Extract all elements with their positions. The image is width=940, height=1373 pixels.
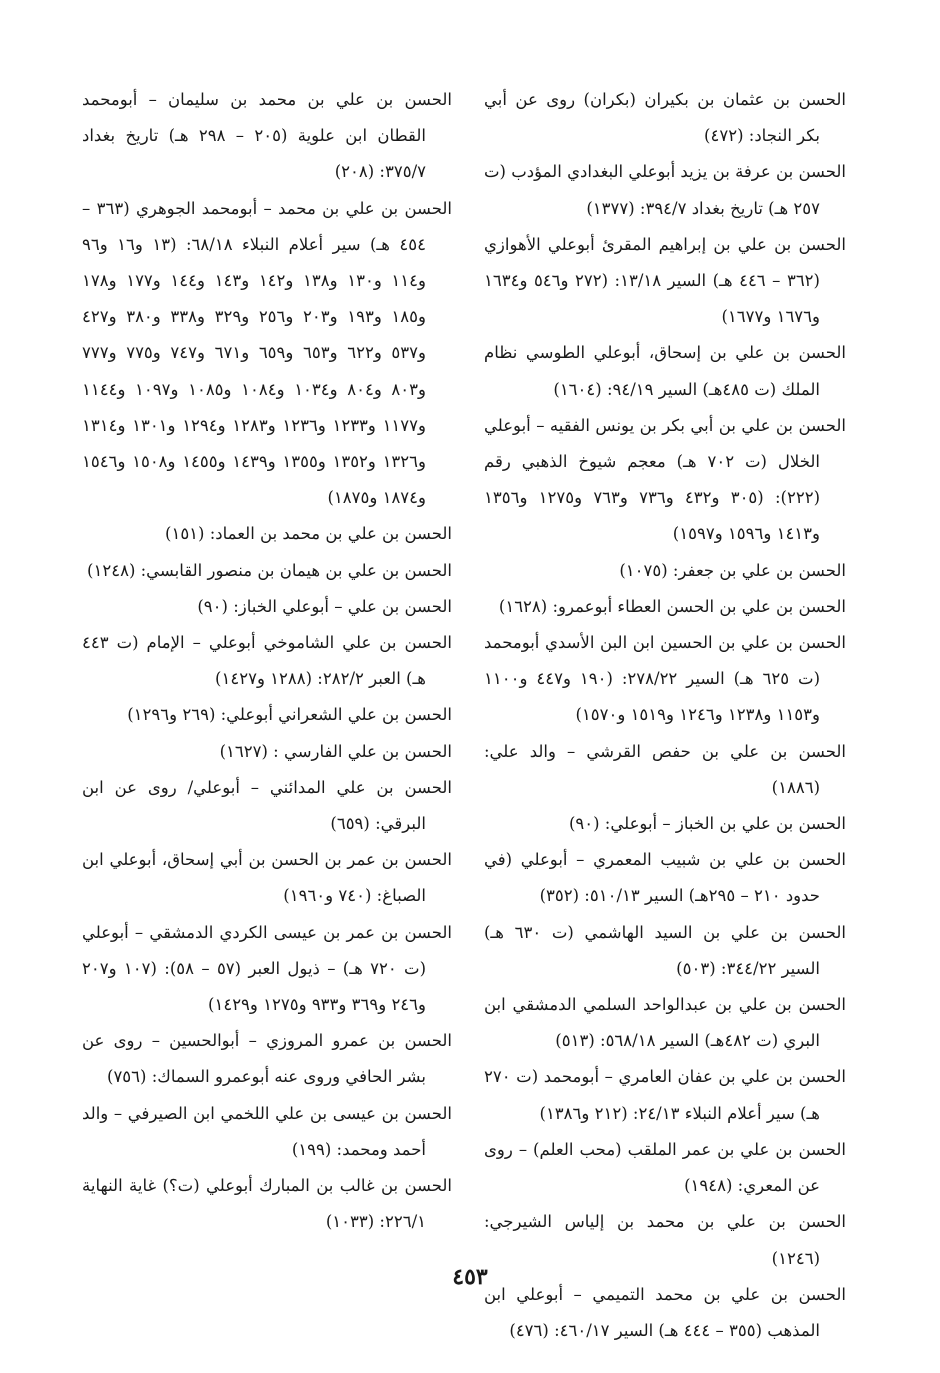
page-number: ٤٥٣ xyxy=(452,1264,488,1290)
index-entry: الحسن بن علي بن شبيب المعمري – أبوعلي (في حدود ٢١٠ – ٢٩٥هـ) السير ٥١٠/١٣: (٣٥٢) xyxy=(484,850,846,906)
index-entry: الحسن بن علي بن الحسن العطاء أبوعمرو: (١٦٢٨) xyxy=(498,596,846,616)
index-entry: الحسن بن عيسى بن علي اللخمي ابن الصيرفي – والد أحمد ومحمد: (١٩٩) xyxy=(82,1103,452,1159)
index-entry: الحسن بن علي بن الحسين ابن البن الأسدي أبومحمد (ت ٦٢٥ هـ) السير ٢٧٨/٢٢: (١٩٠ و٤٤٧ و١١٠٠ و١١٥٣ و١٢٣٨ و١٢٤٦ و١٥١٩ و١٥٧٠) xyxy=(484,633,846,725)
index-entry: الحسن بن علي بن أبي بكر بن يونس الفقيه – أبوعلي الخلال (ت ٧٠٢ هـ) معجم شيوخ الذهبي رقم (٢٢٢): (٣٠٥ و٤٣٢ و٧٣٦ و٧٦٣ و١٢٧٥ و١٣٥٦ و١٤١٣ و١٥٩٦ و١٥٩٧) xyxy=(484,415,846,544)
index-entry: الحسن بن علي الشعراني أبوعلي: (٢٦٩ و١٢٩٦) xyxy=(127,705,452,725)
index-column-right xyxy=(484,82,846,1349)
index-entry: الحسن بن علي بن محمد بن العماد: (١٥١) xyxy=(165,524,452,544)
index-entry: الحسن بن علي المدائني – أبوعلي/ روى عن ابن البرقي: (٦٥٩) xyxy=(82,777,452,834)
index-entry: الحسن بن علي بن حفص القرشي – والد علي: (١٨٨٦) xyxy=(484,741,846,797)
index-entry: الحسن بن علي الشاموخي أبوعلي – الإمام (ت ٤٤٣ هـ) العبر ٢٨٢/٢: (١٢٨٨ و١٤٢٧) xyxy=(82,633,452,689)
index-entry: الحسن بن علي بن عبدالواحد السلمي الدمشقي ابن البري (ت ٤٨٢هـ) السير ٥٦٨/١٨: (٥١٣) xyxy=(484,995,846,1051)
index-entry: الحسن بن عمر بن عيسى الكردي الدمشقي – أبوعلي (ت ٧٢٠ هـ) – ذيول العبر (٥٧ – ٥٨): (١٠٧ و٢٠٧ و٢٤٦ و٣٦٩ و٩٣٣ و١٢٧٥ و١٤٢٩) xyxy=(82,922,452,1015)
index-entry: الحسن بن علي بن محمد بن إلياس الشيرجي: (١٢٤٦) xyxy=(484,1212,846,1268)
index-entry: الحسن بن علي بن هيمان بن منصور القابسي: (١٢٤٨) xyxy=(87,560,452,580)
index-entry: الحسن بن علي بن محمد – أبومحمد الجوهري (٣٦٣ – ٤٥٤ هـ) سير أعلام النبلاء ٦٨/١٨: (١٣ و١٦ و٩٦ و١١٤ و١٣٠ و١٣٨ و١٤٢ و١٤٣ و١٤٤ و١٧٧ و١٧٨ و١٨٥ و١٩٣ و٢٠٣ و٢٥٦ و٣٢٩ و٣٣٨ و٣٨٠ و٤٢٧ و٥٣٧ و٦٢٢ و٦٥٣ و٦٥٩ و٦٧١ و٧٤٧ و٧٧٥ و٧٧٧ و٨٠٣ و٨٠٤ و١٠٣٤ و١٠٨٤ و١٠٨٥ و١٠٩٧ و١١٤٤ و١١٧٧ و١٢٣٣ و١٢٣٦ و١٢٨٣ و١٢٩٤ و١٣٠١ و١٣١٤ و١٣٢٦ و١٣٥٢ و١٣٥٥ و١٤٣٩ و١٤٥٥ و١٥٠٨ و١٥٤٦ و١٨٧٤ و١٨٧٥) xyxy=(82,198,453,508)
index-entry: الحسن بن علي بن عمر الملقب (محب العلم) – روى عن المعري: (١٩٤٨) xyxy=(484,1139,846,1196)
index-entry: الحسن بن علي – أبوعلي الخباز: (٩٠) xyxy=(197,596,452,616)
index-entry: الحسن بن علي بن إبراهيم المقرئ أبوعلي الأهوازي (٣٦٢ – ٤٤٦ هـ) السير ١٣/١٨: (٢٧٢ و٥٤٦ و١٦٣٤ و١٦٧٦ و١٦٧٧) xyxy=(484,234,846,327)
index-entry: الحسن بن عمرو المروزي – أبوالحسين – روى عن بشر الحافي وروى عنه أبوعمرو السماك: (٧٥٦) xyxy=(82,1031,452,1087)
index-entry: الحسن بن علي بن الخباز – أبوعلي: (٩٠) xyxy=(568,814,846,834)
index-entry: الحسن بن علي بن عفان العامري – أبومحمد (ت ٢٧٠ هـ) سير أعلام النبلاء ٢٤/١٣: (٢١٢ و١٣٨٦) xyxy=(484,1067,846,1123)
index-entry: الحسن بن علي بن محمد التميمي – أبوعلي ابن المذهب (٣٥٥ – ٤٤٤ هـ) السير ٤٦٠/١٧: (٤٧٦) xyxy=(484,1284,846,1340)
index-entry: الحسن بن علي بن السيد الهاشمي (ت ٦٣٠ هـ) السير ٣٤٤/٢٢: (٥٠٣) xyxy=(484,922,846,978)
index-entry: الحسن بن عرفة بن يزيد أبوعلي البغدادي المؤدب (ت ٢٥٧ هـ) تاريخ بغداد ٣٩٤/٧: (١٣٧٧) xyxy=(484,162,846,218)
index-entry: الحسن بن عثمان بن بكيران (بكران) روى عن أبي بكر النجاد: (٤٧٢) xyxy=(484,90,846,146)
index-entry: الحسن بن علي بن محمد بن سليمان – أبومحمد القطان ابن علوية (٢٠٥ – ٢٩٨ هـ) تاريخ بغداد ٣٧٥/٧: (٢٠٨) xyxy=(82,90,452,182)
index-column-left xyxy=(82,82,452,1241)
index-entry: الحسن بن عمر بن الحسن بن أبي إسحاق، أبوعلي ابن الصباغ: (٧٤٠ و١٩٦٠) xyxy=(82,850,452,906)
index-entry: الحسن بن علي بن إسحاق، أبوعلي الطوسي نظام الملك (ت ٤٨٥هـ) السير ٩٤/١٩: (١٦٠٤) xyxy=(484,343,846,399)
index-entry: الحسن بن غالب بن المبارك أبوعلي (ت؟) غاية النهاية ٢٢٦/١: (١٠٣٣) xyxy=(82,1176,452,1232)
index-entry: الحسن بن علي بن جعفر: (١٠٧٥) xyxy=(619,560,846,580)
index-entry: الحسن بن علي الفارسي : (١٦٢٧) xyxy=(219,741,452,761)
